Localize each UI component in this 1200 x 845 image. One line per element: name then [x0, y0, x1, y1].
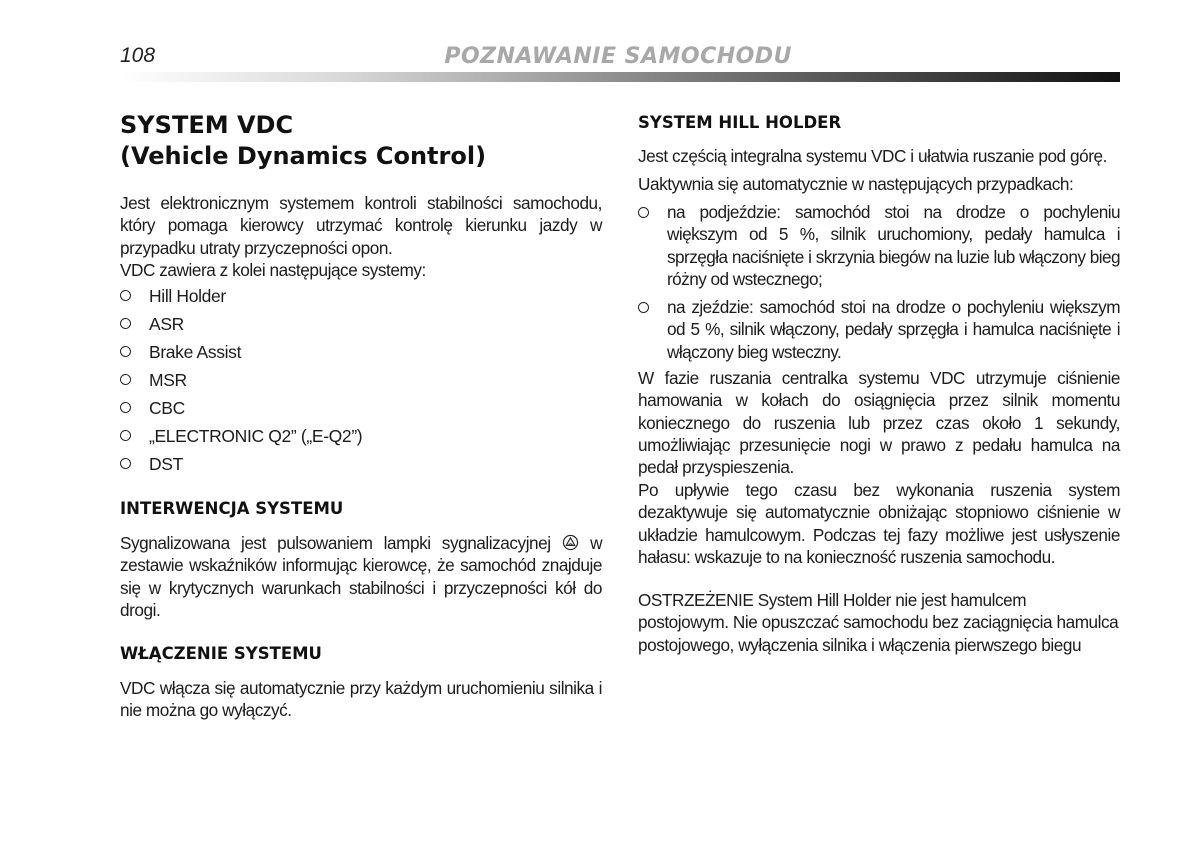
list-item: Hill Holder — [120, 282, 602, 310]
list-item: na podjeździe: samochód stoi na drodze o pochyleniu większym od 5 %, silnik uruchomiony, pedały hamulca i sprzęgła naciśnięte i skrzynia biegów na luzie lub włączony bieg różny od wstecznego; — [638, 201, 1120, 290]
vdc-systems-list — [120, 282, 602, 478]
main-title-line2: (Vehicle Dynamics Control) — [120, 142, 487, 170]
hollow-circle-icon — [120, 290, 131, 301]
intervention-heading: INTERWENCJA SYSTEMU — [120, 499, 344, 518]
page-number: 108 — [120, 44, 156, 67]
hill-holder-activation-lead: Uaktywnia się automatycznie w następujących przypadkach: — [638, 174, 1074, 194]
intro-paragraph: Jest elektronicznym systemem kontroli stabilności samochodu, który pomaga kierowcy utrzymać kontrolę kierunku jazdy w przypadku utraty przyczepności opon. — [120, 193, 602, 258]
hollow-circle-icon — [120, 402, 131, 413]
intervention-paragraph: Sygnalizowana jest pulsowaniem lampki sygnalizacyjnej w zestawie wskaźników informując kierowcę, że samochód znajduje się w krytycznych warunkach stabilności i przyczepności kół do drogi. — [120, 533, 603, 620]
hollow-circle-icon — [120, 318, 131, 329]
running-title: POZNAWANIE SAMOCHODU — [444, 44, 792, 69]
hill-holder-paragraph-start-phase: W fazie ruszania centralka systemu VDC utrzymuje ciśnienie hamowania w kołach do osiągnięcia przez silnik momentu koniecznego do ruszenia lub przez czas około 1 sekundy, umożliwiając przesunięcie nogi w prawo z pedału hamulca na pedał przyspieszenia. — [638, 368, 1120, 478]
activation-heading: WŁĄCZENIE SYSTEMU — [120, 644, 322, 663]
list-item: MSR — [120, 366, 602, 394]
main-title — [120, 110, 486, 172]
hill-holder-warning: OSTRZEŻENIE System Hill Holder nie jest hamulcem postojowym. Nie opuszczać samochodu bez zaciągnięcia hamulca postojowego, wyłączenia silnika i włączenia pierwszego biegu — [638, 590, 1119, 655]
hollow-circle-icon — [638, 207, 649, 218]
list-item: DST — [120, 450, 602, 478]
hollow-circle-icon — [120, 374, 131, 385]
intro-systems-lead: VDC zawiera z kolei następujące systemy: — [120, 260, 426, 280]
activation-paragraph: VDC włącza się automatycznie przy każdym uruchomieniu silnika i nie można go wyłączyć. — [120, 678, 602, 721]
list-item: CBC — [120, 394, 602, 422]
hill-holder-paragraph-deactivation: Po upływie tego czasu bez wykonania ruszenia system dezaktywuje się automatycznie obniżając stopniowo ciśnienie w układzie hamulcowym. Podczas tej fazy możliwe jest usłyszenie hałasu: wskazuje to na konieczność ruszenia samochodu. — [638, 480, 1120, 567]
header-rule — [120, 72, 1120, 82]
list-item: ASR — [120, 310, 602, 338]
hill-holder-heading: SYSTEM HILL HOLDER — [638, 113, 842, 132]
list-item: „ELECTRONIC Q2” („E-Q2”) — [120, 422, 602, 450]
hollow-circle-icon — [120, 346, 131, 357]
hollow-circle-icon — [120, 430, 131, 441]
main-title-line1: SYSTEM VDC — [120, 111, 294, 139]
hollow-circle-icon — [638, 302, 649, 313]
vdc-warning-lamp-icon — [562, 534, 579, 551]
hollow-circle-icon — [120, 458, 131, 469]
hill-holder-intro: Jest częścią integralna systemu VDC i ułatwia ruszanie pod górę. — [638, 146, 1107, 166]
list-item: na zjeździe: samochód stoi na drodze o pochyleniu większym od 5 %, silnik włączony, pedały sprzęgła i hamulca naciśnięte i włączony bieg wsteczny. — [638, 296, 1120, 363]
list-item: Brake Assist — [120, 338, 602, 366]
hill-holder-cases-list — [638, 201, 1120, 369]
